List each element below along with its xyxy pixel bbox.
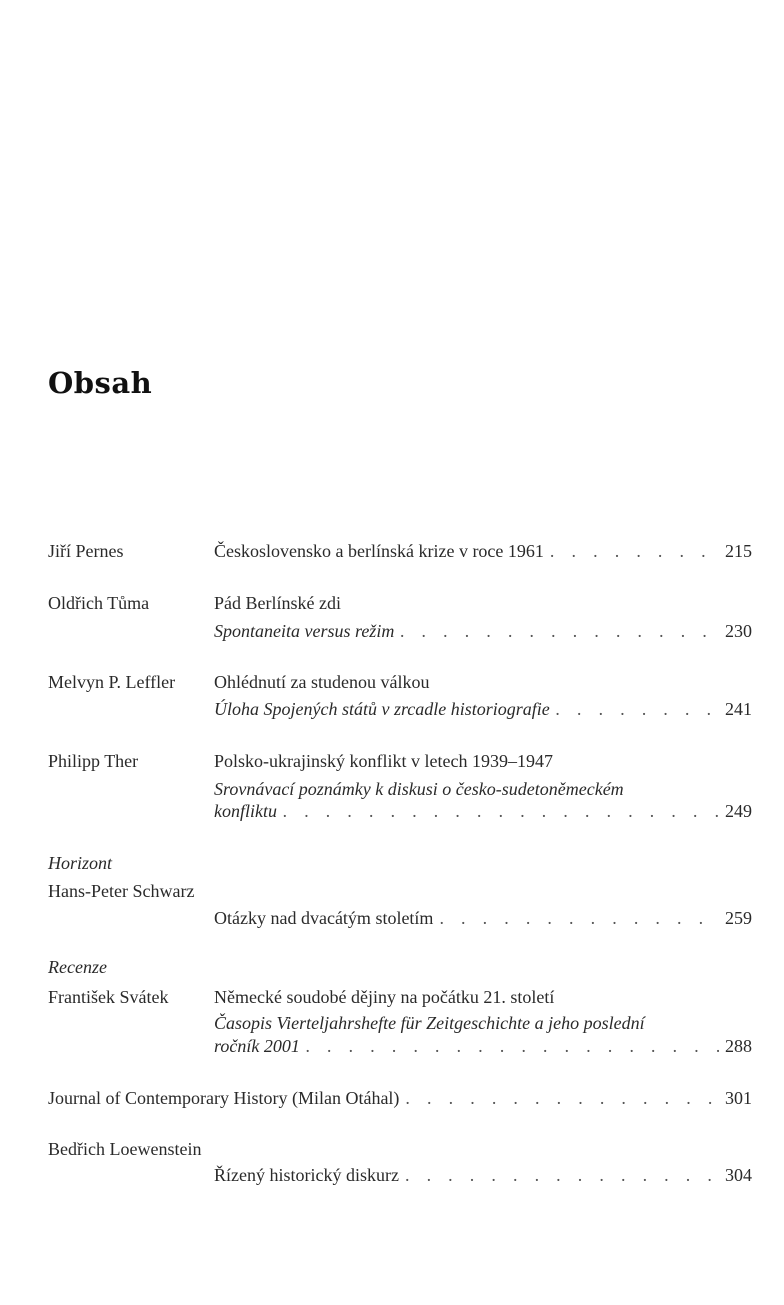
page-number: 215 — [725, 541, 752, 561]
entry-subtitle: Spontaneita versus režim — [214, 621, 395, 641]
page-number: 241 — [725, 699, 752, 719]
toc-entry-title-row[interactable] — [48, 1087, 752, 1109]
toc-entry-title-row[interactable] — [214, 1164, 752, 1186]
entry-title-text: Polsko-ukrajinský konflikt v letech 1939–1947 — [214, 751, 553, 771]
entry-title: Otázky nad dvacátým stoletím — [214, 908, 434, 928]
dot-leader — [283, 800, 719, 822]
toc-entry-title-row[interactable] — [214, 907, 752, 929]
toc-entry-subtitle-row[interactable] — [214, 698, 752, 720]
entry-subtitle: ročník 2001 — [214, 1036, 300, 1056]
section-heading-recenze: Recenze — [48, 957, 107, 977]
page-number: 304 — [725, 1165, 752, 1185]
entry-title-text: Německé soudobé dějiny na počátku 21. století — [214, 987, 555, 1007]
entry-author: Melvyn P. Leffler — [48, 672, 176, 692]
dot-leader — [306, 1035, 719, 1057]
entry-title[interactable] — [214, 592, 752, 614]
entry-author: Oldřich Tůma — [48, 593, 150, 613]
dot-leader — [400, 620, 719, 642]
entry-author: Hans-Peter Schwarz — [48, 881, 195, 901]
entry-title: Journal of Contemporary History (Milan Otáhal) — [48, 1088, 400, 1108]
page-number: 249 — [725, 801, 752, 821]
entry-author: František Svátek — [48, 987, 169, 1007]
page-number: 288 — [725, 1036, 752, 1056]
dot-leader — [405, 1164, 719, 1186]
toc-entry-subtitle-row[interactable] — [214, 1035, 752, 1057]
entry-title-text: Ohlédnutí za studenou válkou — [214, 672, 430, 692]
entry-author: Jiří Pernes — [48, 541, 124, 561]
dot-leader — [439, 907, 719, 929]
page-number: 301 — [725, 1088, 752, 1108]
dot-leader — [556, 698, 719, 720]
entry-subtitle-line — [214, 1012, 752, 1034]
dot-leader — [550, 540, 719, 562]
toc-entry-subtitle-row[interactable] — [214, 800, 752, 822]
toc-entry-title-row[interactable] — [214, 540, 752, 562]
section-heading-horizont: Horizont — [48, 853, 113, 873]
entry-title[interactable] — [214, 750, 752, 772]
entry-subtitle: Úloha Spojených států v zrcadle historiografie — [214, 699, 550, 719]
entry-title: Československo a berlínská krize v roce 1961 — [214, 541, 544, 561]
entry-title[interactable] — [214, 986, 752, 1008]
entry-title: Řízený historický diskurz — [214, 1165, 399, 1185]
dot-leader — [405, 1087, 719, 1109]
entry-subtitle: konfliktu — [214, 801, 277, 821]
entry-subtitle: Srovnávací poznámky k diskusi o česko-sudetoněmeckém — [214, 779, 624, 799]
page-number: 230 — [725, 621, 752, 641]
entry-subtitle: Časopis Vierteljahrshefte für Zeitgeschichte a jeho poslední — [214, 1013, 645, 1033]
entry-author: Bedřich Loewenstein — [48, 1139, 202, 1159]
entry-subtitle-line — [214, 778, 752, 800]
entry-title[interactable] — [214, 671, 752, 693]
page-title: Obsah — [48, 366, 153, 400]
entry-author: Philipp Ther — [48, 751, 139, 771]
page-number: 259 — [725, 908, 752, 928]
toc-entry-subtitle-row[interactable] — [214, 620, 752, 642]
entry-title-text: Pád Berlínské zdi — [214, 593, 341, 613]
